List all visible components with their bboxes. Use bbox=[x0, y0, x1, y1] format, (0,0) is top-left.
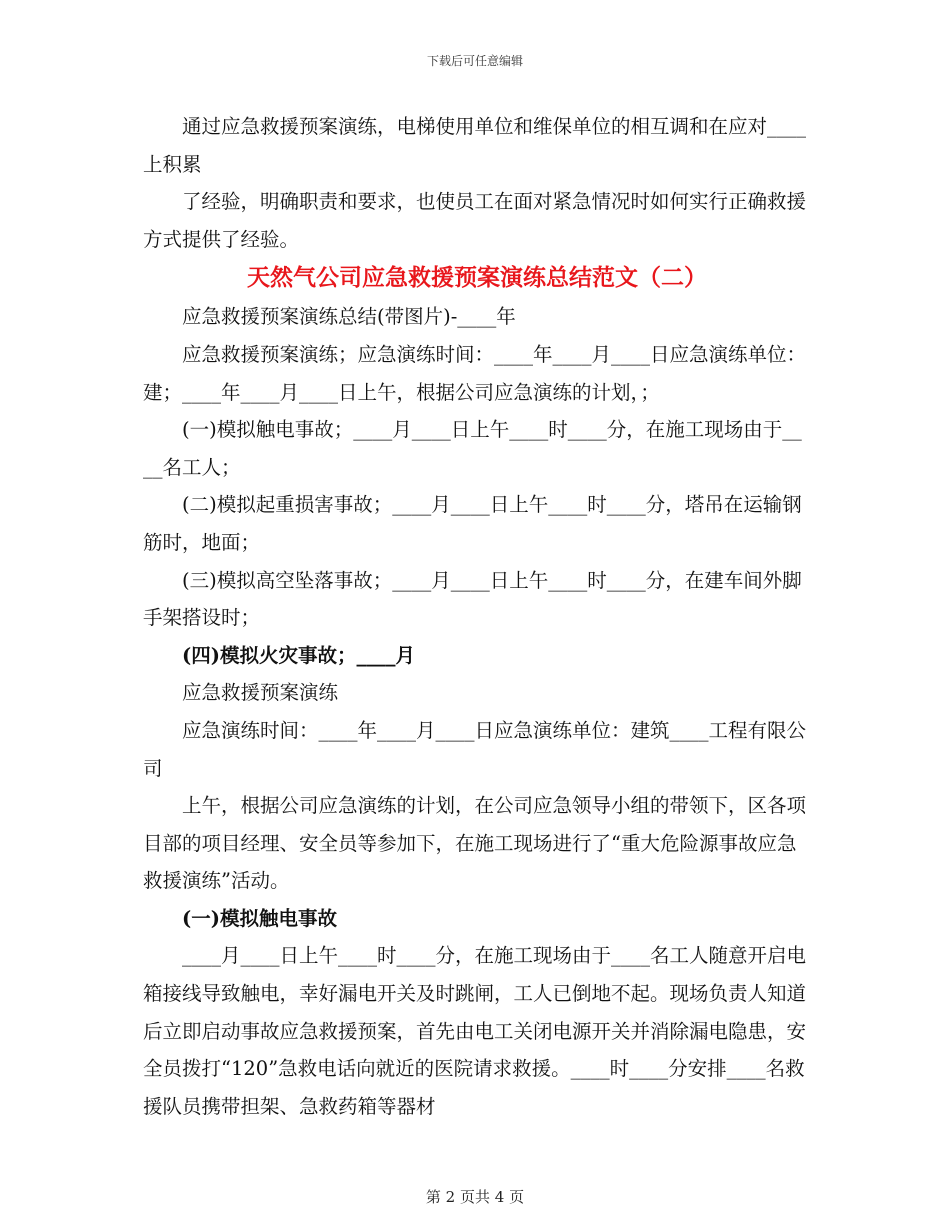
page-header: 下载后可任意编辑 bbox=[426, 54, 523, 68]
paragraph-9: 应急救援预案演练 bbox=[182, 681, 339, 705]
paragraph-3: 应急救援预案演练总结(带图片)-____年 bbox=[182, 305, 516, 329]
paragraph-2: 了经验，明确职责和要求，也使员工在面对紧急情况时如何实行正确救援方式提供了经验。 bbox=[143, 190, 807, 251]
document-body bbox=[143, 108, 811, 1125]
page-footer: 第 2 页共 4 页 bbox=[425, 1188, 525, 1206]
heading-electric-shock: (一)模拟触电事故 bbox=[182, 906, 337, 930]
document-title: 天然气公司应急救援预案演练总结范文（二） bbox=[247, 264, 707, 292]
paragraph-5: (一)模拟触电事故；____月____日上午____时____分，在施工现场由于____名工人； bbox=[143, 418, 802, 479]
paragraph-7: (三)模拟高空坠落事故；____月____日上午____时____分，在建车间外脚手架搭设时； bbox=[143, 568, 802, 630]
paragraph-11: 上午，根据公司应急演练的计划，在公司应急领导小组的带领下，区各项目部的项目经理、安全员等参加下，在施工现场进行了“重大危险源事故应急救援演练”活动。 bbox=[143, 794, 807, 893]
heading-fire-accident: (四)模拟火灾事故；____月 bbox=[182, 643, 415, 667]
paragraph-4: 应急救援预案演练；应急演练时间：____年____月____日应急演练单位：建；____年____月____日上午，根据公司应急演练的计划，； bbox=[143, 342, 807, 404]
paragraph-10: 应急演练时间：____年____月____日应急演练单位：建筑____工程有限公司 bbox=[143, 718, 807, 780]
paragraph-13: ____月____日上午____时____分，在施工现场由于____名工人随意开启电箱接线导致触电，幸好漏电开关及时跳闸，工人已倒地不起。现场负责人知道后立即启动事故应急救援预案，首先由电工关闭电源开关并消除漏电隐患，安全员拨打“120”急救电话向就近的医院请求救援。____时____分安排____名救援队员携带担架、急救药箱等器材 bbox=[143, 944, 807, 1118]
paragraph-6: (二)模拟起重损害事故；____月____日上午____时____分，塔吊在运输钢筋时，地面； bbox=[143, 493, 802, 554]
paragraph-1: 通过应急救援预案演练，电梯使用单位和维保单位的相互调和在应对____上积累 bbox=[143, 115, 807, 176]
